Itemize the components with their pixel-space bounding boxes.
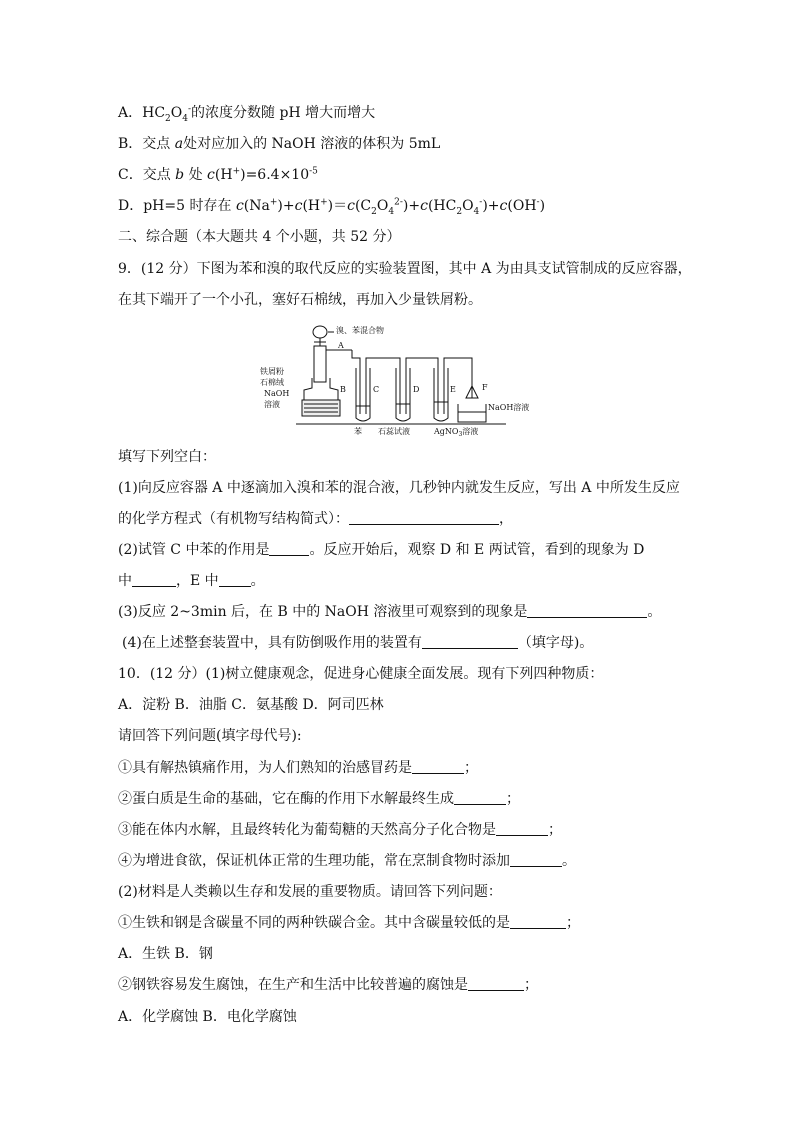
option-d: D．pH=5 时存在 $c(Na^+)+c(H^+)=c(C_2O_4^{2-})+c(HC_2O_4^-)+c(OH^-)$ [118,197,546,217]
label-solution: 溶液 [264,400,280,409]
option-b: B．交点 a处对应加入的 NaOH 溶液的体积为 5mL [118,136,441,152]
q9-part3: (3)反应 2~3min 后，在 B 中的 NaOH 溶液里可观察到的现象是 。 [118,604,662,620]
answer-blank[interactable] [219,572,251,587]
q9-intro-line2: 在其下端开了一个小孔，塞好石棉绒，再加入少量铁屑粉。 [118,292,482,308]
apparatus-diagram [256,322,534,436]
label-iron: 铁屑粉 [260,367,284,376]
q10-intro: 10．(12 分）(1)树立健康观念，促进身心健康全面发展。现有下列四种物质： [118,666,604,682]
q10-material2-options: A．化学腐蚀 B．电化学腐蚀 [118,1009,297,1025]
q10-part2: (2)材料是人类赖以生存和发展的重要物质。请回答下列问题： [118,884,502,900]
q10-material2: ②钢铁容易发生腐蚀，在生产和生活中比较普遍的腐蚀是 ； [118,977,538,993]
q10-ask: 请回答下列问题(填字母代号): [118,728,302,744]
answer-blank[interactable] [527,603,647,618]
label-c: C [373,385,380,394]
q9-intro-line1: 9．(12 分）下图为苯和溴的取代反应的实验装置图，其中 A 为由具支试管制成的反应容器， [118,261,692,277]
q10-options: A．淀粉 B．油脂 C．氨基酸 D．阿司匹林 [118,697,384,713]
q10-item4: ④为增进食欲，保证机体正常的生理功能，常在烹制食物时添加 。 [118,853,576,869]
q10-item3: ③能在体内水解，且最终转化为葡萄糖的天然高分子化合物是 ； [118,822,562,838]
label-benzene: 苯 [354,427,362,436]
label-naoh-solution: NaOH溶液 [488,403,530,412]
q9-part2-line1: (2)试管 C 中苯的作用是 。反应开始后，观察 D 和 E 两试管，看到的现象为 D [118,542,645,558]
answer-blank[interactable] [412,759,464,774]
label-b: B [340,385,346,394]
label-mixture: 溴、苯混合物 [336,326,384,335]
q9-fill-prompt: 填写下列空白： [118,449,216,465]
label-f: F [482,383,488,392]
option-c: C．交点 b 处 $c(H^+)=6.4\times 10^{-5}$ [118,166,318,183]
q10-material1-options: A．生铁 B．钢 [118,946,213,962]
answer-blank[interactable] [496,821,548,836]
option-a: A．$HC_2O_4^-$的浓度分数随 pH 增大而增大 [118,104,376,124]
answer-blank[interactable] [510,914,566,929]
q10-item1: ①具有解热镇痛作用，为人们熟知的治感冒药是 ； [118,760,478,776]
label-naoh: NaOH [264,389,290,398]
label-agno3: AgNO$_3$溶液 [434,427,479,436]
answer-blank[interactable] [422,634,518,649]
answer-blank[interactable] [132,572,176,587]
label-litmus: 石蕊试液 [378,427,410,436]
answer-blank[interactable] [468,976,524,991]
answer-blank[interactable] [510,852,562,867]
q10-item2: ②蛋白质是生命的基础，它在酶的作用下水解最终生成 ； [118,791,520,807]
section-heading: 二、综合题（本大题共 4 个小题，共 52 分） [118,229,401,245]
q9-part1-line2: 的化学方程式（有机物写结构简式）： ， [118,511,513,527]
answer-blank[interactable] [269,541,309,556]
label-a: A [338,341,344,350]
label-e: E [450,385,456,394]
label-asbestos: 石棉绒 [260,378,284,387]
label-d: D [413,385,420,394]
answer-blank[interactable] [454,790,506,805]
q10-material1: ①生铁和钢是含碳量不同的两种铁碳合金。其中含碳量较低的是 ； [118,915,580,931]
q9-part4: (4)在上述整套装置中，具有防倒吸作用的装置有 （填字母)。 [122,635,594,651]
q9-part1-line1: (1)向反应容器 A 中逐滴加入溴和苯的混合液，几秒钟内就发生反应，写出 A 中所发生反应 [118,480,680,496]
q9-part2-line2: 中 ，E 中 。 [118,573,265,589]
answer-blank[interactable] [349,510,499,525]
